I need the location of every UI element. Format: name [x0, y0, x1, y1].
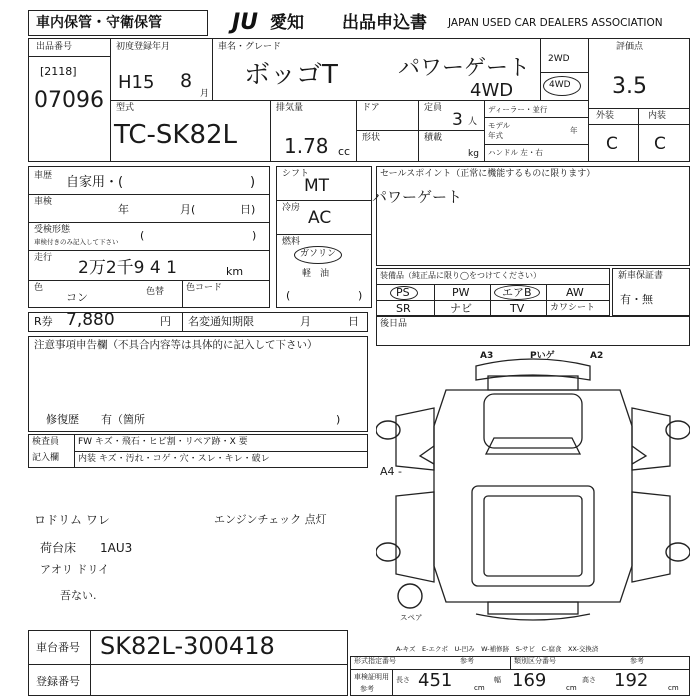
- note-bed: 荷台床 1AU3: [40, 541, 133, 555]
- fuel-gas: ガソリン: [300, 249, 337, 259]
- inspector-label: 検査員: [32, 437, 60, 447]
- warranty-yes-no: 有・無: [620, 293, 653, 306]
- usage-value: 自家用・(: [66, 175, 124, 190]
- color-value: コン: [66, 291, 88, 304]
- len-cm: cm: [474, 684, 485, 692]
- drive-4wd: 4WD: [549, 80, 571, 90]
- height-label: 高さ: [582, 676, 596, 684]
- equip-airbag: エアB: [502, 286, 532, 299]
- first-reg-month: 8: [180, 70, 193, 92]
- acceptance-note: 車検付きのみ記入して下さい: [34, 238, 119, 246]
- dims-label2: 類別区分番号: [514, 657, 556, 665]
- equip-seat: カワシート: [550, 303, 596, 313]
- mileage-label: 走行: [34, 253, 53, 263]
- displacement-label: 排気量: [276, 103, 304, 113]
- rating-label: 評価点: [616, 42, 644, 52]
- usage-close: ): [250, 175, 256, 190]
- len-value: 451: [418, 670, 453, 691]
- later-box: [376, 316, 690, 346]
- english-title: JAPAN USED CAR DEALERS ASSOCIATION: [448, 17, 663, 29]
- mark-a2: A2: [590, 351, 604, 361]
- mileage-unit: km: [226, 265, 244, 278]
- form-title: 出品申込書: [342, 13, 427, 33]
- name-change-label: 名変通知期限: [188, 315, 254, 328]
- recycle-unit: 円: [160, 315, 171, 328]
- ac-label: 冷房: [282, 203, 301, 213]
- lot-number: 07096: [34, 88, 104, 113]
- car-diagram: [376, 346, 690, 646]
- shift-value: MT: [304, 176, 330, 196]
- fuel-diesel: 軽 油: [302, 269, 330, 279]
- lot-label: 出品番号: [36, 42, 73, 52]
- dims-label1b: 参考: [460, 657, 474, 665]
- mark-pave: Pいゲ: [530, 351, 555, 361]
- note-engine: エンジンチェック 点灯: [214, 513, 327, 526]
- fuel-label: 燃料: [282, 237, 301, 247]
- inspection-year: 年: [118, 203, 129, 216]
- drive-2wd: 2WD: [548, 54, 570, 64]
- recycle-label: R券: [34, 315, 53, 328]
- inspector-label2: 記入欄: [32, 453, 60, 463]
- selling-points-box: [376, 166, 690, 266]
- acceptance-label: 受検形態: [34, 225, 71, 235]
- int-value: C: [654, 134, 666, 154]
- chassis-number: SK82L-300418: [100, 632, 275, 660]
- ext-value: C: [606, 134, 618, 154]
- storage-label: 車内保管・守衛保管: [36, 15, 162, 31]
- kg-unit: kg: [468, 149, 479, 159]
- height-value: 192: [614, 670, 649, 691]
- repair-close: ): [336, 413, 341, 426]
- car-grade: パワーゲート: [398, 56, 531, 81]
- width-value: 169: [512, 670, 547, 691]
- model-year-label: モデル: [488, 121, 511, 130]
- name-change-day: 日: [348, 315, 359, 328]
- spare-label: スペア: [400, 613, 423, 622]
- recycle-value: 7,880: [66, 310, 115, 330]
- dims-label3: 車検証明用: [354, 673, 389, 681]
- warranty-label: 新車保証書: [618, 271, 664, 281]
- shape-label: 形状: [362, 133, 381, 143]
- name-change-month: 月: [300, 315, 311, 328]
- damage-legend: A-キズ E-エクボ U-凹み W-補修跡 S-サビ C-腐食 XX-交換済: [396, 645, 599, 653]
- color-label: 色: [34, 283, 44, 293]
- first-reg-month-unit: 月: [200, 89, 210, 99]
- chassis-label: 車台番号: [36, 641, 80, 654]
- region-label: 愛知: [270, 13, 304, 33]
- usage-label: 車歴: [34, 171, 53, 181]
- dims-label2b: 参考: [630, 657, 644, 665]
- fuel-close: ): [358, 289, 363, 302]
- equip-tv: TV: [510, 302, 525, 315]
- selling-points-label: セールスポイント（正常に機能するものに限ります）: [380, 169, 596, 179]
- note-none: 吾ない.: [60, 589, 97, 602]
- lot-bracket: [2118]: [40, 65, 77, 78]
- color-change-label: 色替: [146, 287, 165, 297]
- year-unit: 年: [570, 126, 578, 135]
- equip-ps: PS: [396, 286, 410, 299]
- inspection-label: 車検: [34, 197, 53, 207]
- displacement-value: 1.78: [284, 134, 329, 158]
- len-label: 長さ: [396, 676, 410, 684]
- width-cm: cm: [566, 684, 577, 692]
- capacity-label: 定員: [424, 103, 443, 113]
- equip-aw: AW: [566, 286, 584, 299]
- inspector-row2: 内装 キズ・汚れ・コゲ・穴・スレ・キレ・破レ: [78, 454, 270, 464]
- rating-value: 3.5: [612, 74, 647, 99]
- width-label: 幅: [494, 676, 501, 684]
- later-label: 後日品: [380, 319, 408, 329]
- note-rim: ロドリム ワレ: [34, 513, 110, 527]
- model-value: TC-SK82L: [114, 120, 238, 150]
- inspector-row1: FW キズ・飛石・ヒビ割・リペア跡・X 要: [78, 437, 248, 447]
- height-cm: cm: [668, 684, 679, 692]
- load-label: 積載: [424, 133, 443, 143]
- repair-history: 修復歴 有（箇所: [46, 413, 145, 426]
- car-name: ボッゴT: [244, 60, 338, 90]
- doors-label: ドア: [362, 103, 380, 113]
- note-a4: A4 -: [380, 465, 402, 478]
- year-label: 年式: [488, 131, 503, 140]
- ju-logo: JU: [232, 10, 259, 35]
- int-label: 内装: [648, 111, 667, 121]
- capacity-unit: 人: [468, 117, 478, 127]
- ac-value: AC: [308, 208, 332, 228]
- inspection-day: 日): [240, 203, 256, 216]
- note-gate: アオリ ドリイ: [40, 563, 110, 576]
- dealer-label: ディーラー・並行: [488, 105, 548, 114]
- acceptance-open: (: [140, 229, 145, 242]
- acceptance-close: ): [252, 229, 257, 242]
- car-drive: 4WD: [470, 80, 514, 101]
- model-label: 型式: [116, 103, 135, 113]
- first-reg-era: H15: [118, 72, 155, 93]
- notes-title: 注意事項申告欄（不具合内容等は具体的に記入して下さい）: [34, 339, 318, 351]
- displacement-unit: cc: [338, 145, 351, 158]
- car-name-label: 車名・グレード: [218, 42, 282, 52]
- capacity-value: 3: [452, 110, 463, 130]
- inspection-month: 月(: [180, 203, 196, 216]
- equip-navi: ナビ: [450, 302, 472, 315]
- equip-pw: PW: [452, 286, 470, 299]
- dims-label3b: 参考: [360, 685, 374, 693]
- mileage-value: 2万2千9 4 1: [78, 258, 177, 278]
- mark-a3: A3: [480, 351, 494, 361]
- reg-label: 登録番号: [36, 675, 80, 688]
- equip-sr: SR: [396, 302, 411, 315]
- equipment-label: 装備品（純正品に限り◯をつけてください）: [380, 271, 541, 280]
- shift-label: シフト: [282, 169, 310, 179]
- color-code-label: 色コード: [186, 283, 223, 293]
- dims-label1: 形式指定番号: [354, 657, 396, 665]
- first-reg-label: 初度登録年月: [116, 42, 171, 52]
- ext-label: 外装: [596, 111, 615, 121]
- selling-points-value: パワーゲート: [372, 188, 463, 206]
- handle-label: ハンドル 左・右: [488, 148, 543, 157]
- fuel-open: (: [286, 289, 291, 302]
